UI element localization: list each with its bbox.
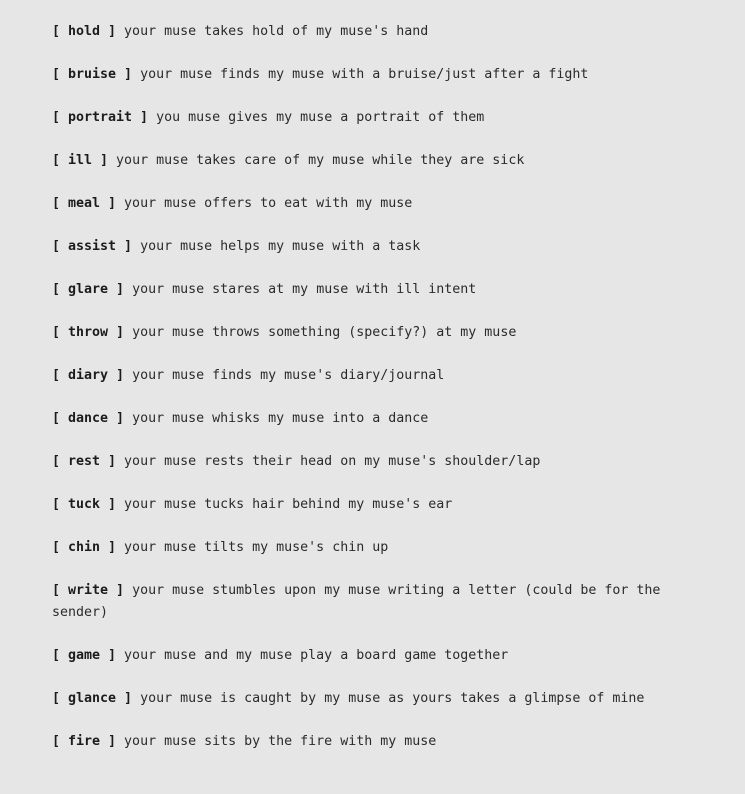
prompt-keyword: [ tuck ] [52,497,117,512]
prompt-meal [52,193,672,215]
prompt-text: your muse whisks my muse into a dance [124,411,429,426]
prompt-keyword: [ throw ] [52,325,125,340]
prompt-text: your muse finds my muse with a bruise/just after a fight [132,67,589,82]
prompt-list [52,21,672,774]
prompt-keyword: [ glare ] [52,282,125,297]
prompt-write [52,580,672,624]
prompt-text: your muse and my muse play a board game together [116,648,509,663]
prompt-keyword: [ write ] [52,583,125,598]
prompt-text: your muse tucks hair behind my muse's ear [116,497,453,512]
prompt-keyword: [ diary ] [52,368,125,383]
prompt-text: your muse is caught by my muse as yours takes a glimpse of mine [132,691,645,706]
prompt-glance [52,688,672,710]
prompt-keyword: [ hold ] [52,24,117,39]
prompt-ill [52,150,672,172]
prompt-text: your muse takes hold of my muse's hand [116,24,429,39]
prompt-rest [52,451,672,473]
prompt-keyword: [ ill ] [52,153,109,168]
prompt-portrait [52,107,672,129]
prompt-text: your muse rests their head on my muse's shoulder/lap [116,454,541,469]
prompt-keyword: [ bruise ] [52,67,133,82]
prompt-bruise [52,64,672,86]
prompt-keyword: [ game ] [52,648,117,663]
prompt-text: your muse throws something (specify?) at my muse [124,325,517,340]
prompt-diary [52,365,672,387]
prompt-text: your muse stumbles upon my muse writing a letter (could be for the sender) [52,583,661,620]
prompt-text: your muse helps my muse with a task [132,239,421,254]
prompt-dance [52,408,672,430]
prompt-keyword: [ meal ] [52,196,117,211]
prompt-text: your muse sits by the fire with my muse [116,734,437,749]
prompt-text: your muse finds my muse's diary/journal [124,368,445,383]
prompt-text: your muse tilts my muse's chin up [116,540,389,555]
prompt-keyword: [ portrait ] [52,110,149,125]
prompt-glare [52,279,672,301]
prompt-game [52,645,672,667]
prompt-hold [52,21,672,43]
prompt-assist [52,236,672,258]
prompt-keyword: [ glance ] [52,691,133,706]
prompt-keyword: [ rest ] [52,454,117,469]
prompt-text: your muse stares at my muse with ill intent [124,282,477,297]
prompt-keyword: [ dance ] [52,411,125,426]
prompt-throw [52,322,672,344]
prompt-keyword: [ assist ] [52,239,133,254]
prompt-fire [52,731,672,753]
prompt-tuck [52,494,672,516]
prompt-text: your muse offers to eat with my muse [116,196,413,211]
prompt-keyword: [ chin ] [52,540,117,555]
prompt-text: you muse gives my muse a portrait of them [148,110,485,125]
prompt-chin [52,537,672,559]
prompt-text: your muse takes care of my muse while they are sick [108,153,525,168]
prompt-keyword: [ fire ] [52,734,117,749]
